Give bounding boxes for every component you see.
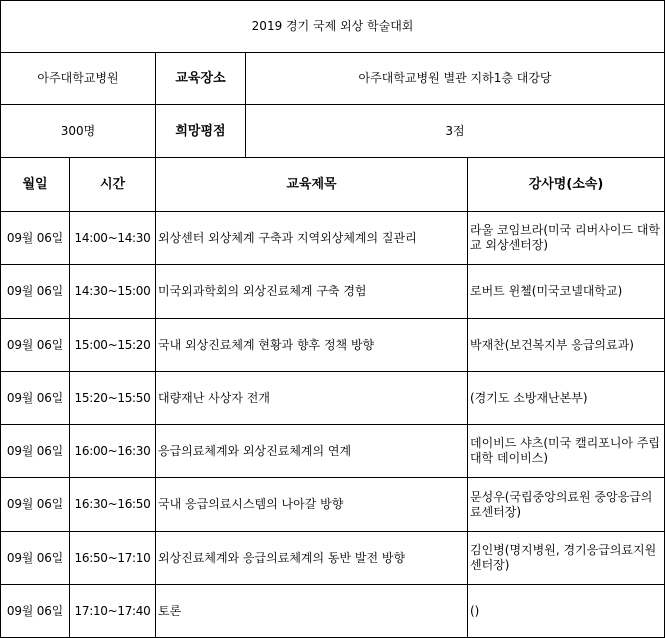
place-label: 교육장소 — [156, 53, 246, 105]
session-subject: 대량재난 사상자 전개 — [156, 372, 468, 425]
table-row — [1, 265, 665, 319]
session-date: 09월 06일 — [1, 265, 70, 319]
table-row — [1, 319, 665, 372]
table-row — [1, 585, 665, 638]
session-speaker: 박재찬(보건복지부 응급의료과) — [468, 319, 665, 372]
capacity-value: 300명 — [1, 105, 156, 158]
document-title: 2019 경기 국제 외상 학술대회 — [1, 1, 665, 53]
session-subject: 국내 외상진료체계 현황과 향후 정책 방향 — [156, 319, 468, 372]
session-date: 09월 06일 — [1, 532, 70, 585]
session-date: 09월 06일 — [1, 319, 70, 372]
title-row — [1, 1, 665, 53]
session-speaker: 문성우(국립중앙의료원 중앙응급의료센터장) — [468, 478, 665, 532]
capacity-points-row — [1, 105, 665, 158]
session-date: 09월 06일 — [1, 478, 70, 532]
table-row — [1, 212, 665, 265]
session-speaker: 김인병(명지병원, 경기응급의료지원센터장) — [468, 532, 665, 585]
session-time: 14:30~15:00 — [70, 265, 156, 319]
host-value: 아주대학교병원 — [1, 53, 156, 105]
session-time: 14:00~14:30 — [70, 212, 156, 265]
session-subject: 국내 응급의료시스템의 나아갈 방향 — [156, 478, 468, 532]
table-row — [1, 372, 665, 425]
session-time: 15:20~15:50 — [70, 372, 156, 425]
session-time: 17:10~17:40 — [70, 585, 156, 638]
table-row — [1, 478, 665, 532]
session-time: 16:00~16:30 — [70, 425, 156, 478]
session-date: 09월 06일 — [1, 585, 70, 638]
session-speaker: 로버트 윈첼(미국코넬대학교) — [468, 265, 665, 319]
points-label: 희망평점 — [156, 105, 246, 158]
place-value: 아주대학교병원 별관 지하1층 대강당 — [246, 53, 665, 105]
session-date: 09월 06일 — [1, 372, 70, 425]
session-speaker: 라울 코임브라(미국 리버사이드 대학교 외상센터장) — [468, 212, 665, 265]
header-subject: 교육제목 — [156, 158, 468, 212]
points-value: 3점 — [246, 105, 665, 158]
session-subject: 외상센터 외상체계 구축과 지역외상체계의 질관리 — [156, 212, 468, 265]
session-subject: 외상진료체계와 응급의료체계의 동반 발전 방향 — [156, 532, 468, 585]
header-row — [1, 158, 665, 212]
session-speaker: () — [468, 585, 665, 638]
session-subject: 미국외과학회의 외상진료체계 구축 경험 — [156, 265, 468, 319]
header-time: 시간 — [70, 158, 156, 212]
session-time: 15:00~15:20 — [70, 319, 156, 372]
session-time: 16:30~16:50 — [70, 478, 156, 532]
header-speaker: 강사명(소속) — [468, 158, 665, 212]
session-date: 09월 06일 — [1, 425, 70, 478]
session-subject: 토론 — [156, 585, 468, 638]
table-row — [1, 532, 665, 585]
session-date: 09월 06일 — [1, 212, 70, 265]
session-speaker: 데이비드 샤츠(미국 캘리포니아 주립대학 데이비스) — [468, 425, 665, 478]
header-date: 월일 — [1, 158, 70, 212]
host-place-row — [1, 53, 665, 105]
table-row — [1, 425, 665, 478]
session-subject: 응급의료체계와 외상진료체계의 연계 — [156, 425, 468, 478]
session-time: 16:50~17:10 — [70, 532, 156, 585]
session-speaker: (경기도 소방재난본부) — [468, 372, 665, 425]
